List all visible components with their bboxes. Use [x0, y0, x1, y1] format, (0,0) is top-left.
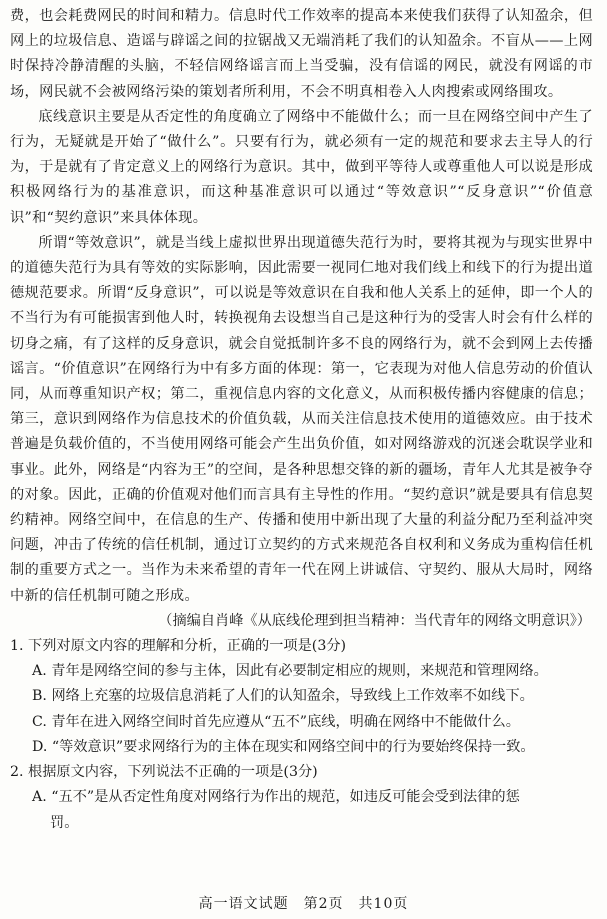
paragraph-bottom-line-awareness: 底线意识主要是从否定性的角度确立了网络中不能做什么；而一旦在网络空间中产生了行为，无疑就是开始了“做什么”。只要有行为，就必须有一定的规范和要求去主导人的行为，于是就有了肯定意义上的网络行为意识。其中，做到平等待人或尊重他人可以说是形成积极网络行为的基准意识，而这种基准意识可以通过“等效意识”“反身意识”“价值意识”和“契约意识”来具体体现。	[10, 108, 593, 226]
paragraph-continued: 费，也会耗费网民的时间和精力。信息时代工作效率的提高本来使我们获得了认知盈余，但网上的垃圾信息、造谣与辟谣之间的拉锯战又无端消耗了我们的认知盈余。不盲从——上网时保持冷静清醒的头脑，不轻信网络谣言而上当受骗，没有信谣的网民，就没有网谣的市场，网民就不会被网络污染的策划者所利用，不会不明真相卷入人肉搜索或网络围攻。	[10, 8, 593, 100]
question-2-option-a: A. “五不”是从否定性角度对网络行为作出的规范，如违反可能会受到法律的惩	[32, 789, 520, 806]
question-1-stem: 1. 下列对原文内容的理解和分析，正确的一项是(3分)	[10, 638, 347, 655]
source-citation: （摘编自肖峰《从底线伦理到担当精神：当代青年的网络文明意识》）	[158, 612, 591, 629]
question-1-option-c: C. 青年在进入网络空间时首先应遵从“五不”底线，明确在网络中不能做什么。	[32, 713, 520, 730]
question-1-option-b: B. 网络上充塞的垃圾信息消耗了人们的认知盈余，导致线上工作效率不如线下。	[32, 688, 534, 705]
paragraph-equivalence-awareness: 所谓“等效意识”，就是当线上虚拟世界出现道德失范行为时，要将其视为与现实世界中的道德失范行为具有等效的实际影响，因此需要一视同仁地对我们线上和线下的行为提出道德规范要求。所谓“反身意识”，可以说是等效意识在自我和他人关系上的延伸，即一个人的不当行为有可能损害到他人时，转换视角去设想当自己是这种行为的受害人时会有什么样的切身之痛，有了这样的反身意识，就会自觉抵制许多不良的网络行为，就不会到网上去传播谣言。“价值意识”在网络行为中有多方面的体现：第一，它表现为对他人信息劳动的价值认同，从而尊重知识产权；第二，重视信息内容的文化意义，从而积极传播内容健康的信息；第三，意识到网络作为信息技术的价值负载，从而关注信息技术使用的道德效应。由于技术普遍是负载价值的，不当使用网络可能会产生出负价值，如对网络游戏的沉迷会耽误学业和事业。此外，网络是“内容为王”的空间，是各种思想交锋的新的疆场，青年人尤其是被争夺的对象。因此，正确的价值观对他们而言具有主导性的作用。“契约意识”就是要具有信息契约精神。网络空间中，在信息的生产、传播和使用中新出现了大量的利益分配乃至利益冲突问题，冲击了传统的信任机制，通过订立契约的方式来规范各自权利和义务成为重构信任机制的重要方式之一。当作为未来希望的青年一代在网上讲诚信、守契约、服从大局时，网络中新的信任机制可随之形成。	[10, 234, 593, 604]
question-2-option-a-continued: 罚。	[50, 814, 79, 831]
question-2-stem: 2. 根据原文内容，下列说法不正确的一项是(3分)	[10, 764, 318, 781]
page-footer: 高一语文试题 第2页 共10页	[198, 896, 409, 912]
question-1-option-d: D. “等效意识”要求网络行为的主体在现实和网络空间中的行为要始终保持一致。	[32, 738, 535, 755]
question-1-option-a: A. 青年是网络空间的参与主体，因此有必要制定相应的规则，来规范和管理网络。	[32, 663, 548, 680]
